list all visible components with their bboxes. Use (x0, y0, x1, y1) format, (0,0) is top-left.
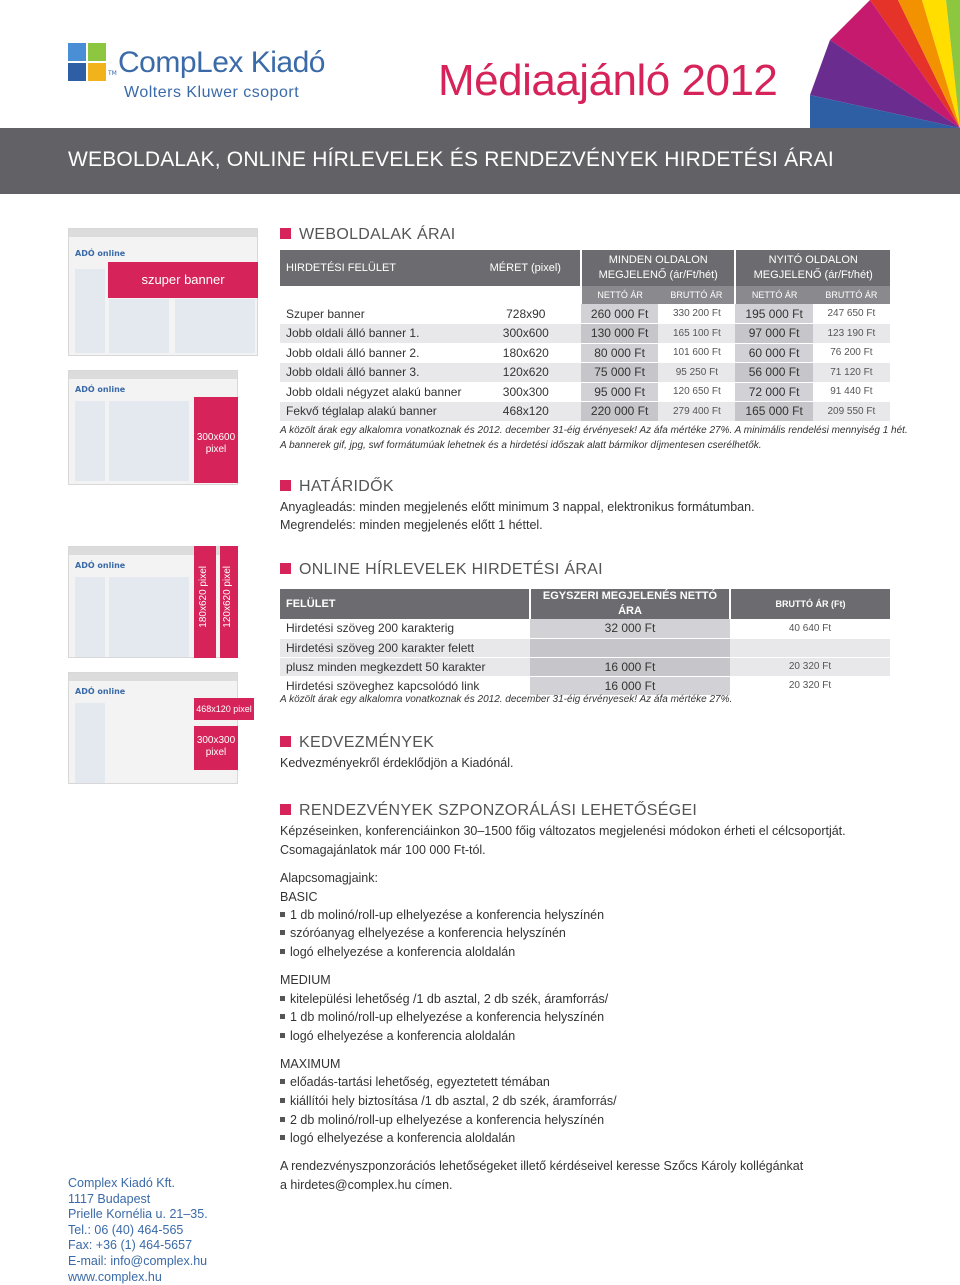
300x300-label-a: 300x300 (196, 735, 236, 746)
300x300-label-b: pixel (205, 747, 227, 758)
content-block (109, 577, 189, 657)
section-square-icon (280, 228, 291, 239)
site-logo: ADÓ online (75, 561, 126, 570)
section-square-icon (280, 736, 291, 747)
cell-home-gross: 123 190 Ft (813, 324, 890, 344)
cell-home-gross: 76 200 Ft (813, 343, 890, 363)
web-prices-table (280, 250, 890, 422)
content-block (75, 401, 105, 481)
col-home-line1: NYITÓ OLDALON (768, 254, 858, 266)
content-block (109, 401, 189, 481)
site-logo: ADÓ online (75, 385, 126, 394)
cell-net: 16 000 Ft (530, 657, 730, 676)
col-gross: BRUTTÓ ÁR (Ft) (730, 589, 890, 619)
package-medium-title: MEDIUM (280, 973, 331, 987)
content-block (75, 703, 105, 783)
list-item: kitelepülési lehetőség /1 db asztal, 2 db szék, áramforrás/ (280, 992, 608, 1006)
web-prices-heading-text: WEBOLDALAK ÁRAI (299, 226, 456, 243)
cell-name: Szuper banner (280, 304, 471, 324)
content-block (75, 269, 105, 353)
footer-company: Complex Kiadó Kft. (68, 1176, 175, 1190)
subheader-empty (280, 286, 581, 304)
120x620-label: 120x620 pixel (222, 566, 233, 628)
footer-street: Prielle Kornélia u. 21–35. (68, 1207, 208, 1222)
events-heading (280, 802, 697, 820)
web-note-1: A közölt árak egy alkalomra vonatkoznak és 2012. december 31-éig érvényesek! Az áfa mértéke 27%. A minimális rendelési mennyiség 1 hét. (280, 425, 908, 436)
col-all-pages-line2: MEGJELENŐ (ár/Ft/hét) (598, 269, 718, 281)
events-intro-2: Csomagajánlatok már 100 000 Ft-tól. (280, 843, 486, 857)
contact-line-2[interactable]: a hirdetes@complex.hu címen. (280, 1178, 453, 1192)
content-block (75, 577, 105, 657)
package-basic-title: BASIC (280, 890, 318, 904)
col-size: MÉRET (pixel) (471, 250, 581, 286)
cell-all-gross: 279 400 Ft (658, 402, 735, 422)
subheader-net: NETTÓ ÁR (735, 286, 812, 304)
cell-size: 120x620 (471, 363, 581, 383)
list-item: logó elhelyezése a konferencia aloldalán (280, 945, 515, 959)
cell-all-net: 80 000 Ft (581, 343, 658, 363)
footer-tel: Tel.: 06 (40) 464-565 (68, 1222, 184, 1237)
cell-name: Hirdetési szöveg 200 karakterig (280, 619, 530, 638)
cell-name: Jobb oldali álló banner 3. (280, 363, 471, 383)
table-row (280, 657, 890, 676)
cell-all-net: 130 000 Ft (581, 324, 658, 344)
468x120-marker (194, 698, 254, 720)
browser-bar (69, 673, 237, 681)
180x620-marker (194, 546, 216, 658)
section-square-icon (280, 563, 291, 574)
newsletter-heading-text: ONLINE HÍRLEVELEK HIRDETÉSI ÁRAI (299, 561, 603, 578)
300x600-marker (194, 397, 238, 483)
events-heading-text: RENDEZVÉNYEK SZPONZORÁLÁSI LEHETŐSÉGEI (299, 802, 698, 819)
180x620-label: 180x620 pixel (198, 566, 209, 628)
subheader-gross: BRUTTÓ ÁR (658, 286, 735, 304)
table-row (280, 363, 890, 383)
list-item: 1 db molinó/roll-up elhelyezése a konferencia helyszínén (280, 908, 604, 922)
cell-size: 300x600 (471, 324, 581, 344)
col-home-line2: MEGJELENŐ (ár/Ft/hét) (753, 269, 873, 281)
page-header (0, 0, 960, 128)
footer-city: 1117 Budapest (68, 1191, 151, 1206)
content-block (109, 299, 169, 353)
col-surface: HIRDETÉSI FELÜLET (280, 250, 471, 286)
table-row (280, 304, 890, 324)
events-intro-1: Képzéseinken, konferenciáinkon 30–1500 főig változatos megjelenési módokon érheti el célcsoportját. (280, 824, 846, 838)
list-item: előadás-tartási lehetőség, egyeztetett témában (280, 1075, 550, 1089)
newsletter-heading (280, 561, 603, 579)
deadlines-heading (280, 478, 394, 496)
content-block (175, 299, 255, 353)
cell-net (530, 638, 730, 657)
cell-name: Jobb oldali álló banner 1. (280, 324, 471, 344)
cell-home-gross: 91 440 Ft (813, 382, 890, 402)
cell-name: Jobb oldali négyzet alakú banner (280, 382, 471, 402)
300x600-label-a: 300x600 (196, 432, 236, 443)
cell-gross (730, 638, 890, 657)
list-item: 2 db molinó/roll-up elhelyezése a konferencia helyszínén (280, 1113, 604, 1127)
col-net: EGYSZERI MEGJELENÉS NETTÓ ÁRA (530, 589, 730, 619)
cell-size: 300x300 (471, 382, 581, 402)
table-row (280, 402, 890, 422)
web-prices-heading (280, 226, 456, 244)
list-item: kiállítói hely biztosítása /1 db asztal, 2 db szék, áramforrás/ (280, 1094, 617, 1108)
discounts-heading-text: KEDVEZMÉNYEK (299, 734, 435, 751)
table-header-row (280, 250, 890, 286)
banner-title: WEBOLDALAK, ONLINE HÍRLEVELEK ÉS RENDEZVÉNYEK HIRDETÉSI ÁRAI (68, 148, 834, 171)
cell-all-net: 75 000 Ft (581, 363, 658, 383)
browser-bar (69, 229, 257, 237)
discounts-heading (280, 734, 434, 752)
cell-gross: 40 640 Ft (730, 619, 890, 638)
cell-all-gross: 101 600 Ft (658, 343, 735, 363)
col-all-pages (581, 250, 736, 286)
newsletter-note: A közölt árak egy alkalomra vonatkoznak és 2012. december 31-éig érvényesek! Az áfa mértéke 27%. (280, 694, 733, 705)
cell-home-net: 97 000 Ft (735, 324, 812, 344)
table-row (280, 324, 890, 344)
cell-all-gross: 165 100 Ft (658, 324, 735, 344)
table-row (280, 343, 890, 363)
cell-home-gross: 209 550 Ft (813, 402, 890, 422)
list-item: 1 db molinó/roll-up elhelyezése a konferencia helyszínén (280, 1010, 604, 1024)
deadlines-heading-text: HATÁRIDŐK (299, 478, 394, 495)
subheader-net: NETTÓ ÁR (581, 286, 658, 304)
subheader-gross: BRUTTÓ ÁR (813, 286, 890, 304)
cell-home-gross: 247 650 Ft (813, 304, 890, 324)
cell-gross: 20 320 Ft (730, 676, 890, 695)
cell-size: 468x120 (471, 402, 581, 422)
cell-all-gross: 95 250 Ft (658, 363, 735, 383)
list-item: szóróanyag elhelyezése a konferencia helyszínén (280, 926, 566, 940)
site-logo: ADÓ online (75, 249, 126, 258)
site-logo: ADÓ online (75, 687, 126, 696)
deadline-line-1: Anyagleadás: minden megjelenés előtt minimum 3 nappal, elektronikus formátumban. (280, 500, 755, 514)
table-row (280, 382, 890, 402)
web-note-2: A bannerek gif, jpg, swf formátumúak lehetnek és a hirdetési időszak alatt bármikor díjmentesen cserélhetők. (280, 440, 762, 451)
list-item: logó elhelyezése a konferencia aloldalán (280, 1131, 515, 1145)
cell-name: Jobb oldali álló banner 2. (280, 343, 471, 363)
logo-brand: CompLex Kiadó (118, 46, 325, 79)
umbrella-icon (810, 0, 960, 128)
cell-size: 180x620 (471, 343, 581, 363)
cell-all-gross: 120 650 Ft (658, 382, 735, 402)
browser-bar (69, 371, 237, 379)
footer-email[interactable]: E-mail: info@complex.hu (68, 1253, 208, 1268)
document-title: Médiaajánló 2012 (438, 56, 778, 105)
contact-line-1: A rendezvényszponzorációs lehetőségeket illető kérdéseivel keresse Szőcs Károly kollégánkat (280, 1159, 804, 1173)
list-item: logó elhelyezése a konferencia aloldalán (280, 1029, 515, 1043)
cell-size: 728x90 (471, 304, 581, 324)
newsletter-table (280, 589, 890, 696)
col-all-pages-line1: MINDEN OLDALON (608, 254, 708, 266)
cell-name: Hirdetési szöveghez kapcsolódó link (280, 676, 530, 695)
cell-gross: 20 320 Ft (730, 657, 890, 676)
cell-home-net: 72 000 Ft (735, 382, 812, 402)
cell-all-net: 220 000 Ft (581, 402, 658, 422)
super-banner-label: szuper banner (141, 272, 225, 287)
cell-home-net: 165 000 Ft (735, 402, 812, 422)
section-square-icon (280, 480, 291, 491)
cell-home-net: 195 000 Ft (735, 304, 812, 324)
section-square-icon (280, 804, 291, 815)
cell-home-gross: 71 120 Ft (813, 363, 890, 383)
cell-all-net: 260 000 Ft (581, 304, 658, 324)
table-header-row (280, 589, 890, 619)
120x620-marker (220, 546, 238, 658)
cell-all-net: 95 000 Ft (581, 382, 658, 402)
col-home (735, 250, 890, 286)
table-row (280, 676, 890, 695)
footer-web[interactable]: www.complex.hu (68, 1269, 162, 1284)
cell-all-gross: 330 200 Ft (658, 304, 735, 324)
logo-tm: TM (108, 70, 117, 77)
logo-squares-icon (68, 43, 108, 83)
cell-net: 32 000 Ft (530, 619, 730, 638)
300x300-marker (194, 726, 238, 770)
title-banner (0, 128, 960, 194)
300x600-label-b: pixel (205, 444, 227, 455)
package-maximum-title: MAXIMUM (280, 1057, 341, 1071)
deadline-line-2: Megrendelés: minden megjelenés előtt 1 héttel. (280, 518, 543, 532)
cell-home-net: 56 000 Ft (735, 363, 812, 383)
table-row (280, 619, 890, 638)
cell-home-net: 60 000 Ft (735, 343, 812, 363)
super-banner-marker (108, 262, 258, 298)
col-surface: FELÜLET (280, 589, 530, 619)
complex-logo[interactable] (68, 40, 328, 110)
packages-label: Alapcsomagjaink: (280, 871, 378, 885)
cell-name: Hirdetési szöveg 200 karakter felett (280, 638, 530, 657)
discounts-line: Kedvezményekről érdeklődjön a Kiadónál. (280, 756, 514, 770)
footer-address (68, 1176, 208, 1285)
footer-fax: Fax: +36 (1) 464-5657 (68, 1238, 193, 1253)
table-row (280, 638, 890, 657)
table-subheader-row (280, 286, 890, 304)
cell-net: 16 000 Ft (530, 676, 730, 695)
468x120-label: 468x120 pixel (196, 704, 252, 714)
logo-subtitle: Wolters Kluwer csoport (124, 84, 300, 101)
cell-name: Fekvő téglalap alakú banner (280, 402, 471, 422)
cell-name: plusz minden megkezdett 50 karakter (280, 657, 530, 676)
